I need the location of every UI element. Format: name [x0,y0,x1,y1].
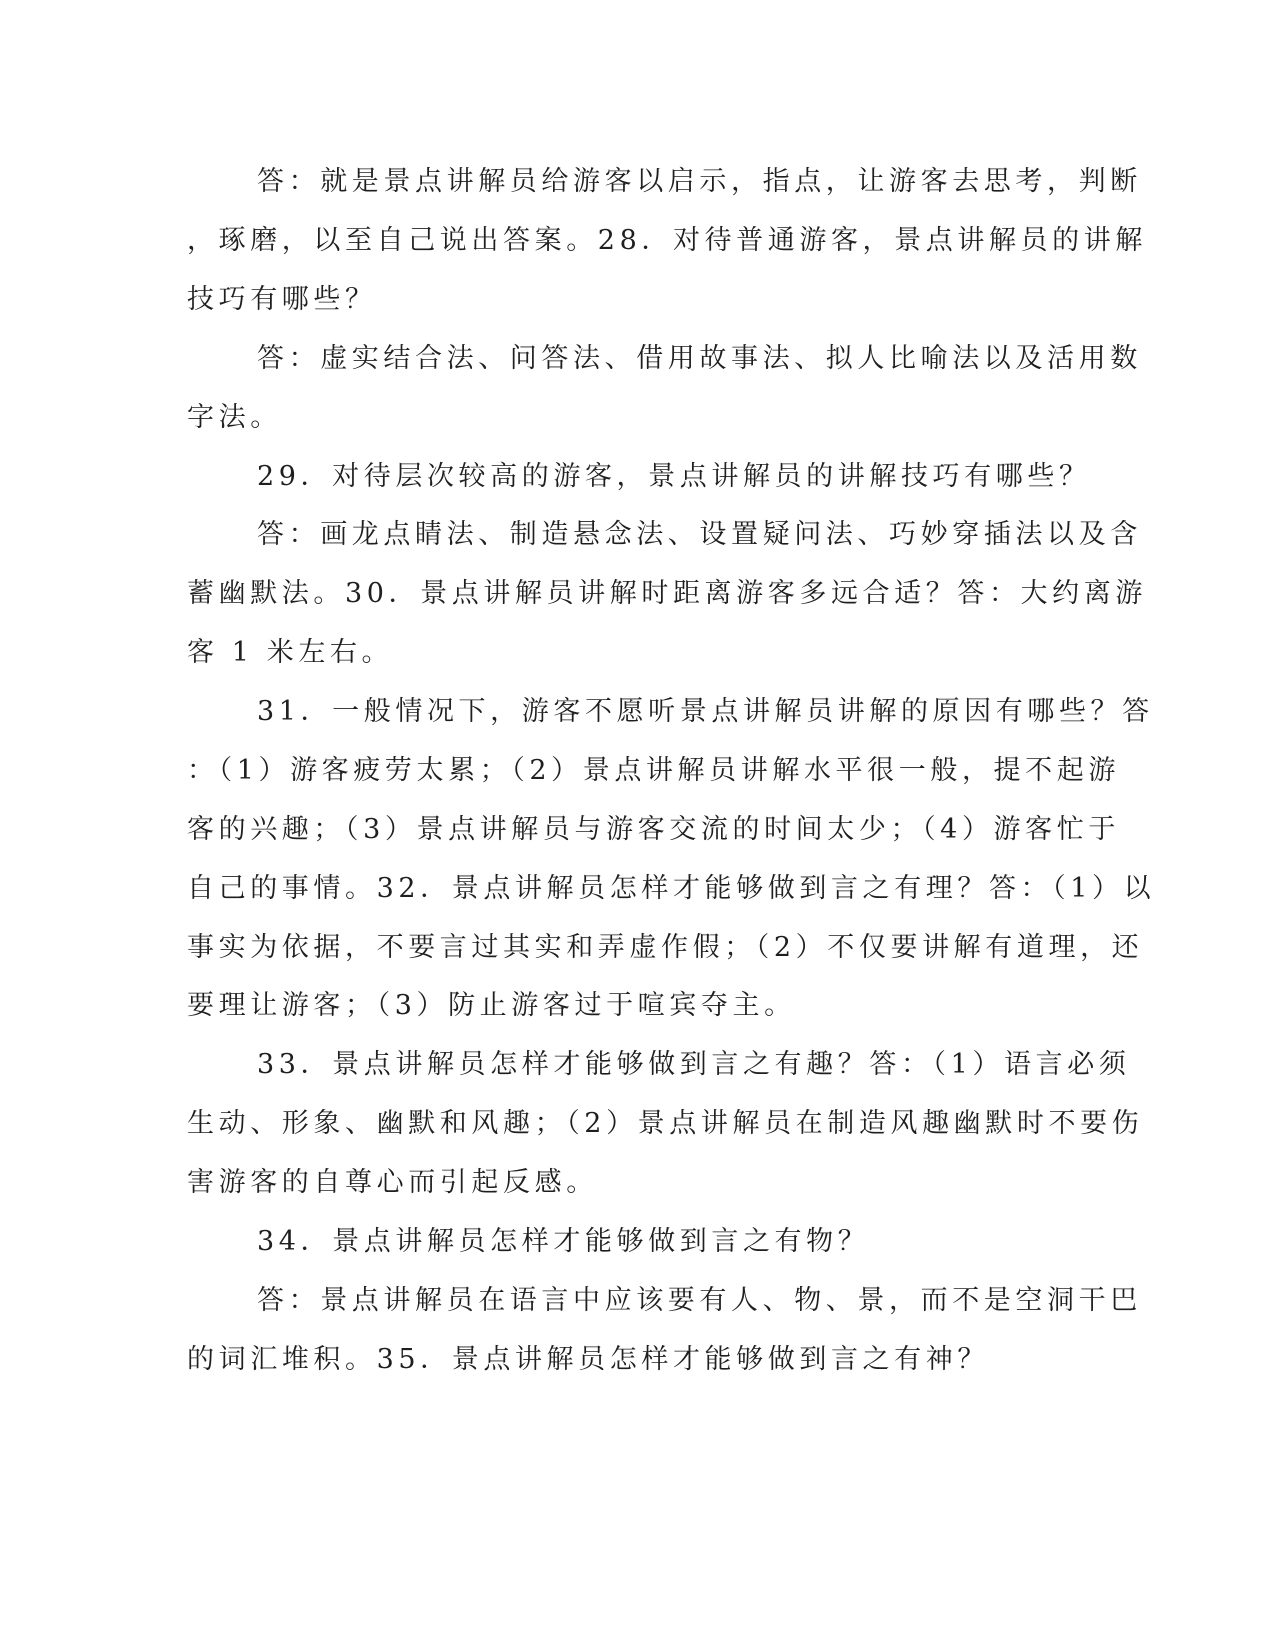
text-line: 害游客的自尊心而引起反感。 [187,1167,598,1198]
text-line: 客 1 米左右。 [187,637,394,668]
text-line: 客的兴趣；（3）景点讲解员与游客交流的时间太少；（4）游客忙于 [187,814,1120,845]
text-line: 答：景点讲解员在语言中应该要有人、物、景，而不是空洞干巴 [257,1285,1142,1316]
text-line: 字法。 [187,402,282,433]
text-line: 自己的事情。32．景点讲解员怎样才能够做到言之有理？答：（1）以 [187,873,1156,904]
text-line: 要理让游客；（3）防止游客过于喧宾夺主。 [187,990,796,1021]
text-line: 答：虚实结合法、问答法、借用故事法、拟人比喻法以及活用数 [257,343,1142,374]
text-line: 答：画龙点睛法、制造悬念法、设置疑问法、巧妙穿插法以及含 [257,519,1142,550]
text-line: 34．景点讲解员怎样才能够做到言之有物？ [257,1226,870,1257]
text-line: 的词汇堆积。35．景点讲解员怎样才能够做到言之有神？ [187,1344,989,1375]
text-line: 29．对待层次较高的游客，景点讲解员的讲解技巧有哪些？ [257,461,1091,492]
text-line: 技巧有哪些？ [187,284,377,315]
text-line: ，琢磨，以至自己说出答案。28．对待普通游客，景点讲解员的讲解 [187,225,1147,256]
text-line: 答：就是景点讲解员给游客以启示，指点，让游客去思考，判断 [257,166,1142,197]
text-line: 33．景点讲解员怎样才能够做到言之有趣？答：（1）语言必须 [257,1049,1131,1080]
text-line: ：（1）游客疲劳太累；（2）景点讲解员讲解水平很一般，提不起游 [187,755,1120,786]
text-line: 蓄幽默法。30．景点讲解员讲解时距离游客多远合适？答：大约离游 [187,578,1147,609]
text-line: 生动、形象、幽默和风趣；（2）景点讲解员在制造风趣幽默时不要伤 [187,1108,1144,1139]
text-line: 31．一般情况下，游客不愿听景点讲解员讲解的原因有哪些？答 [257,696,1154,727]
text-line: 事实为依据，不要言过其实和弄虚作假；（2）不仅要讲解有道理，还 [187,932,1144,963]
